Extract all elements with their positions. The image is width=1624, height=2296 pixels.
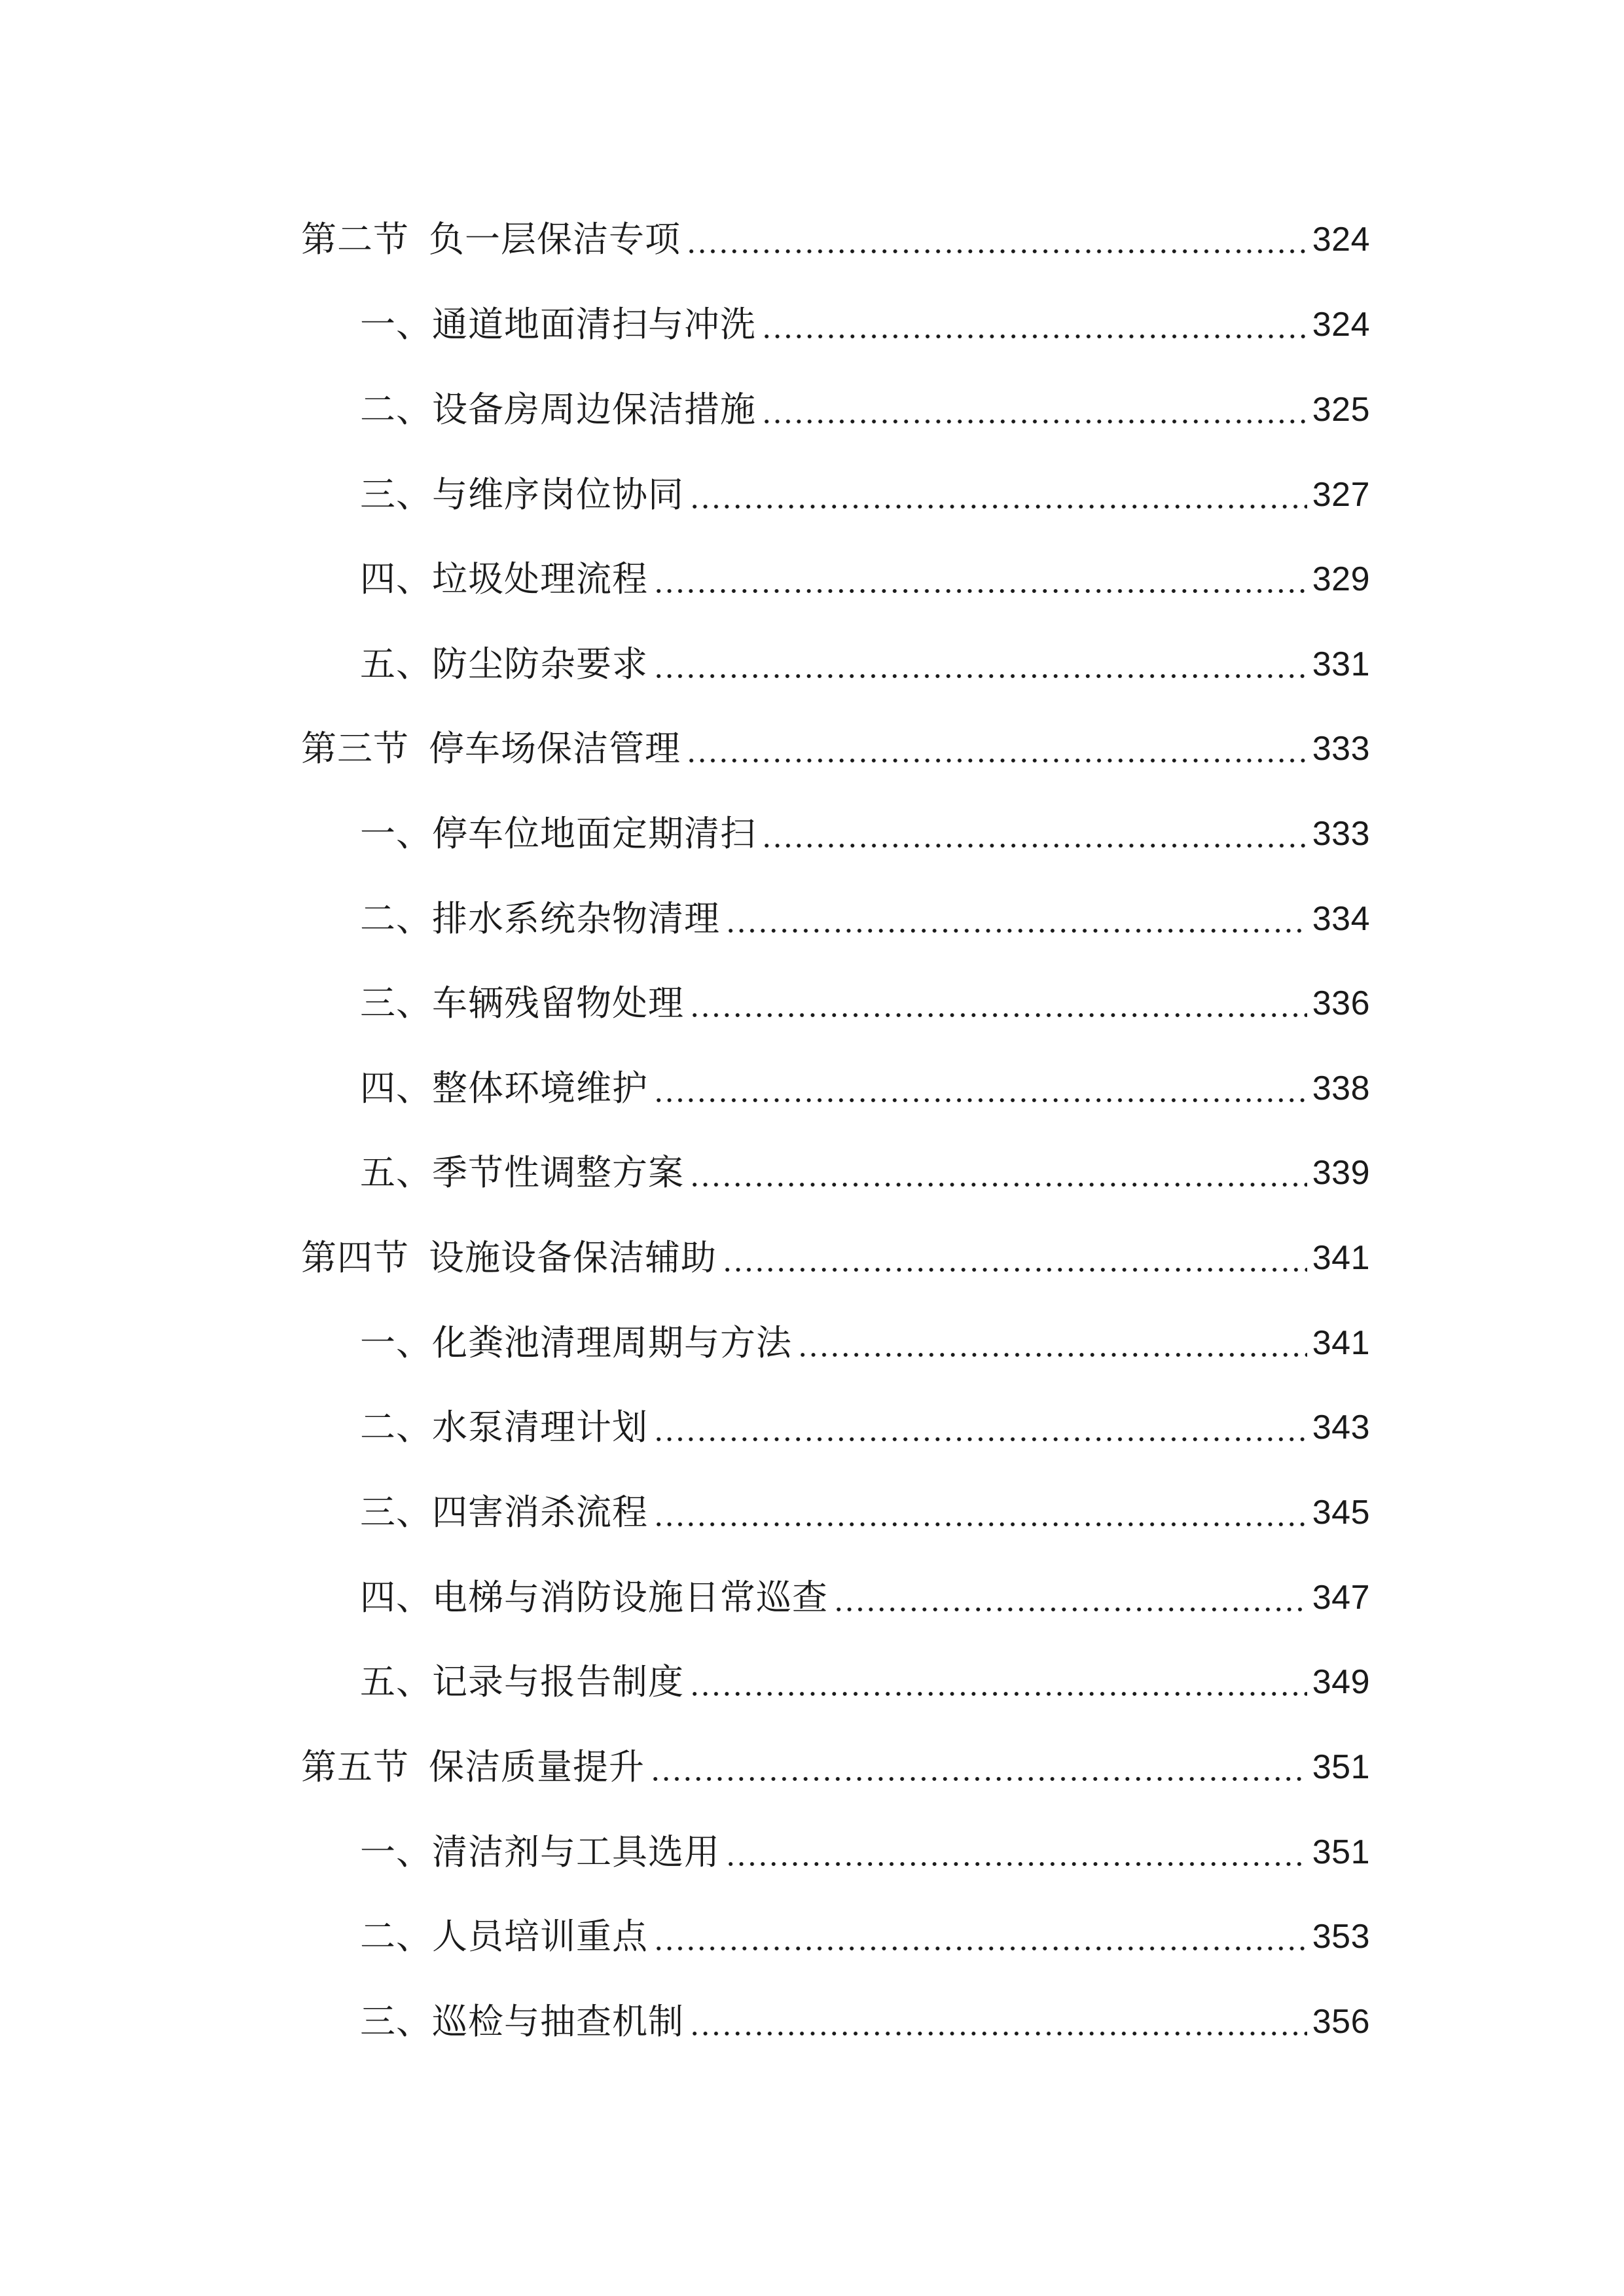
dot-leader (653, 673, 1307, 679)
toc-entry-number: 第三节 (301, 728, 409, 769)
toc-page-number: 347 (1312, 1579, 1370, 1617)
toc-page-number: 349 (1312, 1663, 1370, 1701)
toc-entry-title: 化粪池清理周期与方法 (432, 1322, 792, 1363)
toc-page-number: 329 (1312, 560, 1370, 598)
dot-leader (689, 1182, 1307, 1187)
toc-entry-title: 设备房周边保洁措施 (432, 389, 756, 430)
toc-page-number: 333 (1312, 815, 1370, 853)
toc-entry-label (360, 1571, 828, 1624)
toc-entry-title: 与维序岗位协同 (432, 474, 684, 515)
toc-entry-label (301, 1232, 717, 1284)
toc-section-row[interactable] (301, 213, 1370, 266)
toc-entry-label (360, 893, 720, 945)
toc-item-row[interactable] (360, 384, 1370, 436)
toc-section-row[interactable] (301, 1741, 1370, 1793)
toc-item-row[interactable] (360, 1317, 1370, 1369)
dot-leader (761, 419, 1307, 424)
dot-leader (761, 843, 1307, 848)
toc-entry-title: 清洁剂与工具选用 (432, 1831, 720, 1873)
toc-entry-label (360, 1826, 720, 1878)
toc-item-row[interactable] (360, 1656, 1370, 1708)
dot-leader (689, 1013, 1307, 1018)
toc-entry-title: 水泵清理计划 (432, 1407, 648, 1448)
toc-entry-title: 排水系统杂物清理 (432, 898, 720, 939)
toc-page-number: 334 (1312, 900, 1370, 938)
toc-entry-title: 巡检与抽查机制 (432, 2001, 684, 2042)
toc-entry-label (360, 1656, 684, 1708)
toc-item-row[interactable] (360, 1486, 1370, 1539)
toc-entry-number: 第四节 (301, 1237, 409, 1278)
toc-entry-label (360, 1996, 684, 2048)
toc-entry-number: 二、 (360, 389, 432, 430)
toc-item-row[interactable] (360, 1996, 1370, 2048)
dot-leader (686, 249, 1307, 254)
dot-leader (650, 1776, 1307, 1782)
toc-entry-label (360, 1062, 648, 1115)
toc-entry-title: 季节性调整方案 (432, 1152, 684, 1193)
toc-item-row[interactable] (360, 893, 1370, 945)
toc-item-row[interactable] (360, 1147, 1370, 1199)
toc-entry-label (360, 1401, 648, 1454)
toc-entry-label (360, 1147, 684, 1199)
toc-entry-label (360, 469, 684, 521)
toc-entry-title: 设施设备保洁辅助 (429, 1237, 717, 1278)
toc-item-row[interactable] (360, 553, 1370, 605)
toc-entry-label (301, 1741, 645, 1793)
dot-leader (653, 588, 1307, 594)
dot-leader (761, 334, 1307, 339)
toc-entry-label (301, 213, 681, 266)
dot-leader (653, 1946, 1307, 1951)
toc-entry-number: 四、 (360, 1577, 432, 1618)
toc-entry-number: 四、 (360, 1067, 432, 1109)
toc-entry-label (360, 298, 756, 351)
toc-entry-number: 四、 (360, 558, 432, 600)
toc-entry-number: 一、 (360, 1322, 432, 1363)
toc-item-row[interactable] (360, 298, 1370, 351)
toc-section-row[interactable] (301, 723, 1370, 775)
toc-entry-number: 二、 (360, 1916, 432, 1957)
toc-page-number: 338 (1312, 1069, 1370, 1107)
toc-page-number: 351 (1312, 1748, 1370, 1786)
dot-leader (653, 1437, 1307, 1442)
toc-page-number: 353 (1312, 1918, 1370, 1956)
toc-item-row[interactable] (360, 638, 1370, 691)
toc-page-number: 325 (1312, 391, 1370, 429)
toc-page-number: 356 (1312, 2003, 1370, 2041)
toc-entry-title: 电梯与消防设施日常巡查 (432, 1577, 828, 1618)
toc-entry-title: 四害消杀流程 (432, 1492, 648, 1533)
dot-leader (689, 2031, 1307, 2036)
toc-page-number: 341 (1312, 1239, 1370, 1277)
toc-entry-title: 保洁质量提升 (429, 1746, 645, 1787)
toc-page-number: 324 (1312, 306, 1370, 344)
toc-item-row[interactable] (360, 469, 1370, 521)
toc-entry-title: 通道地面清扫与冲洗 (432, 304, 756, 345)
toc-entry-number: 五、 (360, 1661, 432, 1702)
toc-entry-title: 防尘防杂要求 (432, 643, 648, 685)
toc-entry-label (360, 808, 756, 860)
toc-item-row[interactable] (360, 1062, 1370, 1115)
toc-entry-number: 第五节 (301, 1746, 409, 1787)
toc-entry-number: 三、 (360, 2001, 432, 2042)
toc-entry-label (360, 638, 648, 691)
toc-entry-title: 记录与报告制度 (432, 1661, 684, 1702)
toc-page-number: 351 (1312, 1833, 1370, 1871)
dot-leader (689, 504, 1307, 509)
toc-page-number: 341 (1312, 1324, 1370, 1362)
toc-entry-title: 停车位地面定期清扫 (432, 813, 756, 854)
toc-entry-label (360, 1910, 648, 1963)
dot-leader (653, 1522, 1307, 1527)
toc-entry-label (360, 977, 684, 1030)
toc-entry-label (360, 1317, 792, 1369)
toc-item-row[interactable] (360, 1401, 1370, 1454)
dot-leader (689, 1691, 1307, 1696)
toc-item-row[interactable] (360, 977, 1370, 1030)
toc-entry-label (301, 723, 681, 775)
toc-page-number: 324 (1312, 221, 1370, 259)
toc-entry-number: 一、 (360, 1831, 432, 1873)
toc-entry-title: 整体环境维护 (432, 1067, 648, 1109)
toc-entry-number: 一、 (360, 813, 432, 854)
toc-entry-number: 第二节 (301, 219, 409, 260)
toc-section-row[interactable] (301, 1232, 1370, 1284)
toc-page-number: 333 (1312, 730, 1370, 768)
toc-page-number: 343 (1312, 1408, 1370, 1446)
toc-entry-number: 五、 (360, 1152, 432, 1193)
toc-entry-number: 三、 (360, 474, 432, 515)
toc-entry-number: 一、 (360, 304, 432, 345)
dot-leader (722, 1267, 1307, 1272)
dot-leader (797, 1352, 1307, 1357)
toc-entry-title: 垃圾处理流程 (432, 558, 648, 600)
toc-page-number: 345 (1312, 1494, 1370, 1532)
toc-page-number: 339 (1312, 1154, 1370, 1192)
dot-leader (725, 1861, 1307, 1867)
toc-entry-label (360, 384, 756, 436)
toc-entry-number: 三、 (360, 1492, 432, 1533)
toc-item-row[interactable] (360, 1910, 1370, 1963)
toc-item-row[interactable] (360, 1571, 1370, 1624)
toc-entry-number: 二、 (360, 1407, 432, 1448)
toc-entry-number: 二、 (360, 898, 432, 939)
dot-leader (653, 1098, 1307, 1103)
toc-entry-label (360, 1486, 648, 1539)
toc-page-number: 331 (1312, 645, 1370, 683)
dot-leader (686, 758, 1307, 763)
dot-leader (833, 1607, 1307, 1612)
toc-entry-number: 三、 (360, 982, 432, 1024)
toc-entry-title: 车辆残留物处理 (432, 982, 684, 1024)
toc-entry-title: 停车场保洁管理 (429, 728, 681, 769)
toc-item-row[interactable] (360, 1826, 1370, 1878)
toc-page-number: 327 (1312, 476, 1370, 514)
toc-entry-title: 负一层保洁专项 (429, 219, 681, 260)
toc-item-row[interactable] (360, 808, 1370, 860)
toc-entry-number: 五、 (360, 643, 432, 685)
dot-leader (725, 928, 1307, 933)
toc-page-number: 336 (1312, 984, 1370, 1022)
toc-entry-title: 人员培训重点 (432, 1916, 648, 1957)
toc-entry-label (360, 553, 648, 605)
